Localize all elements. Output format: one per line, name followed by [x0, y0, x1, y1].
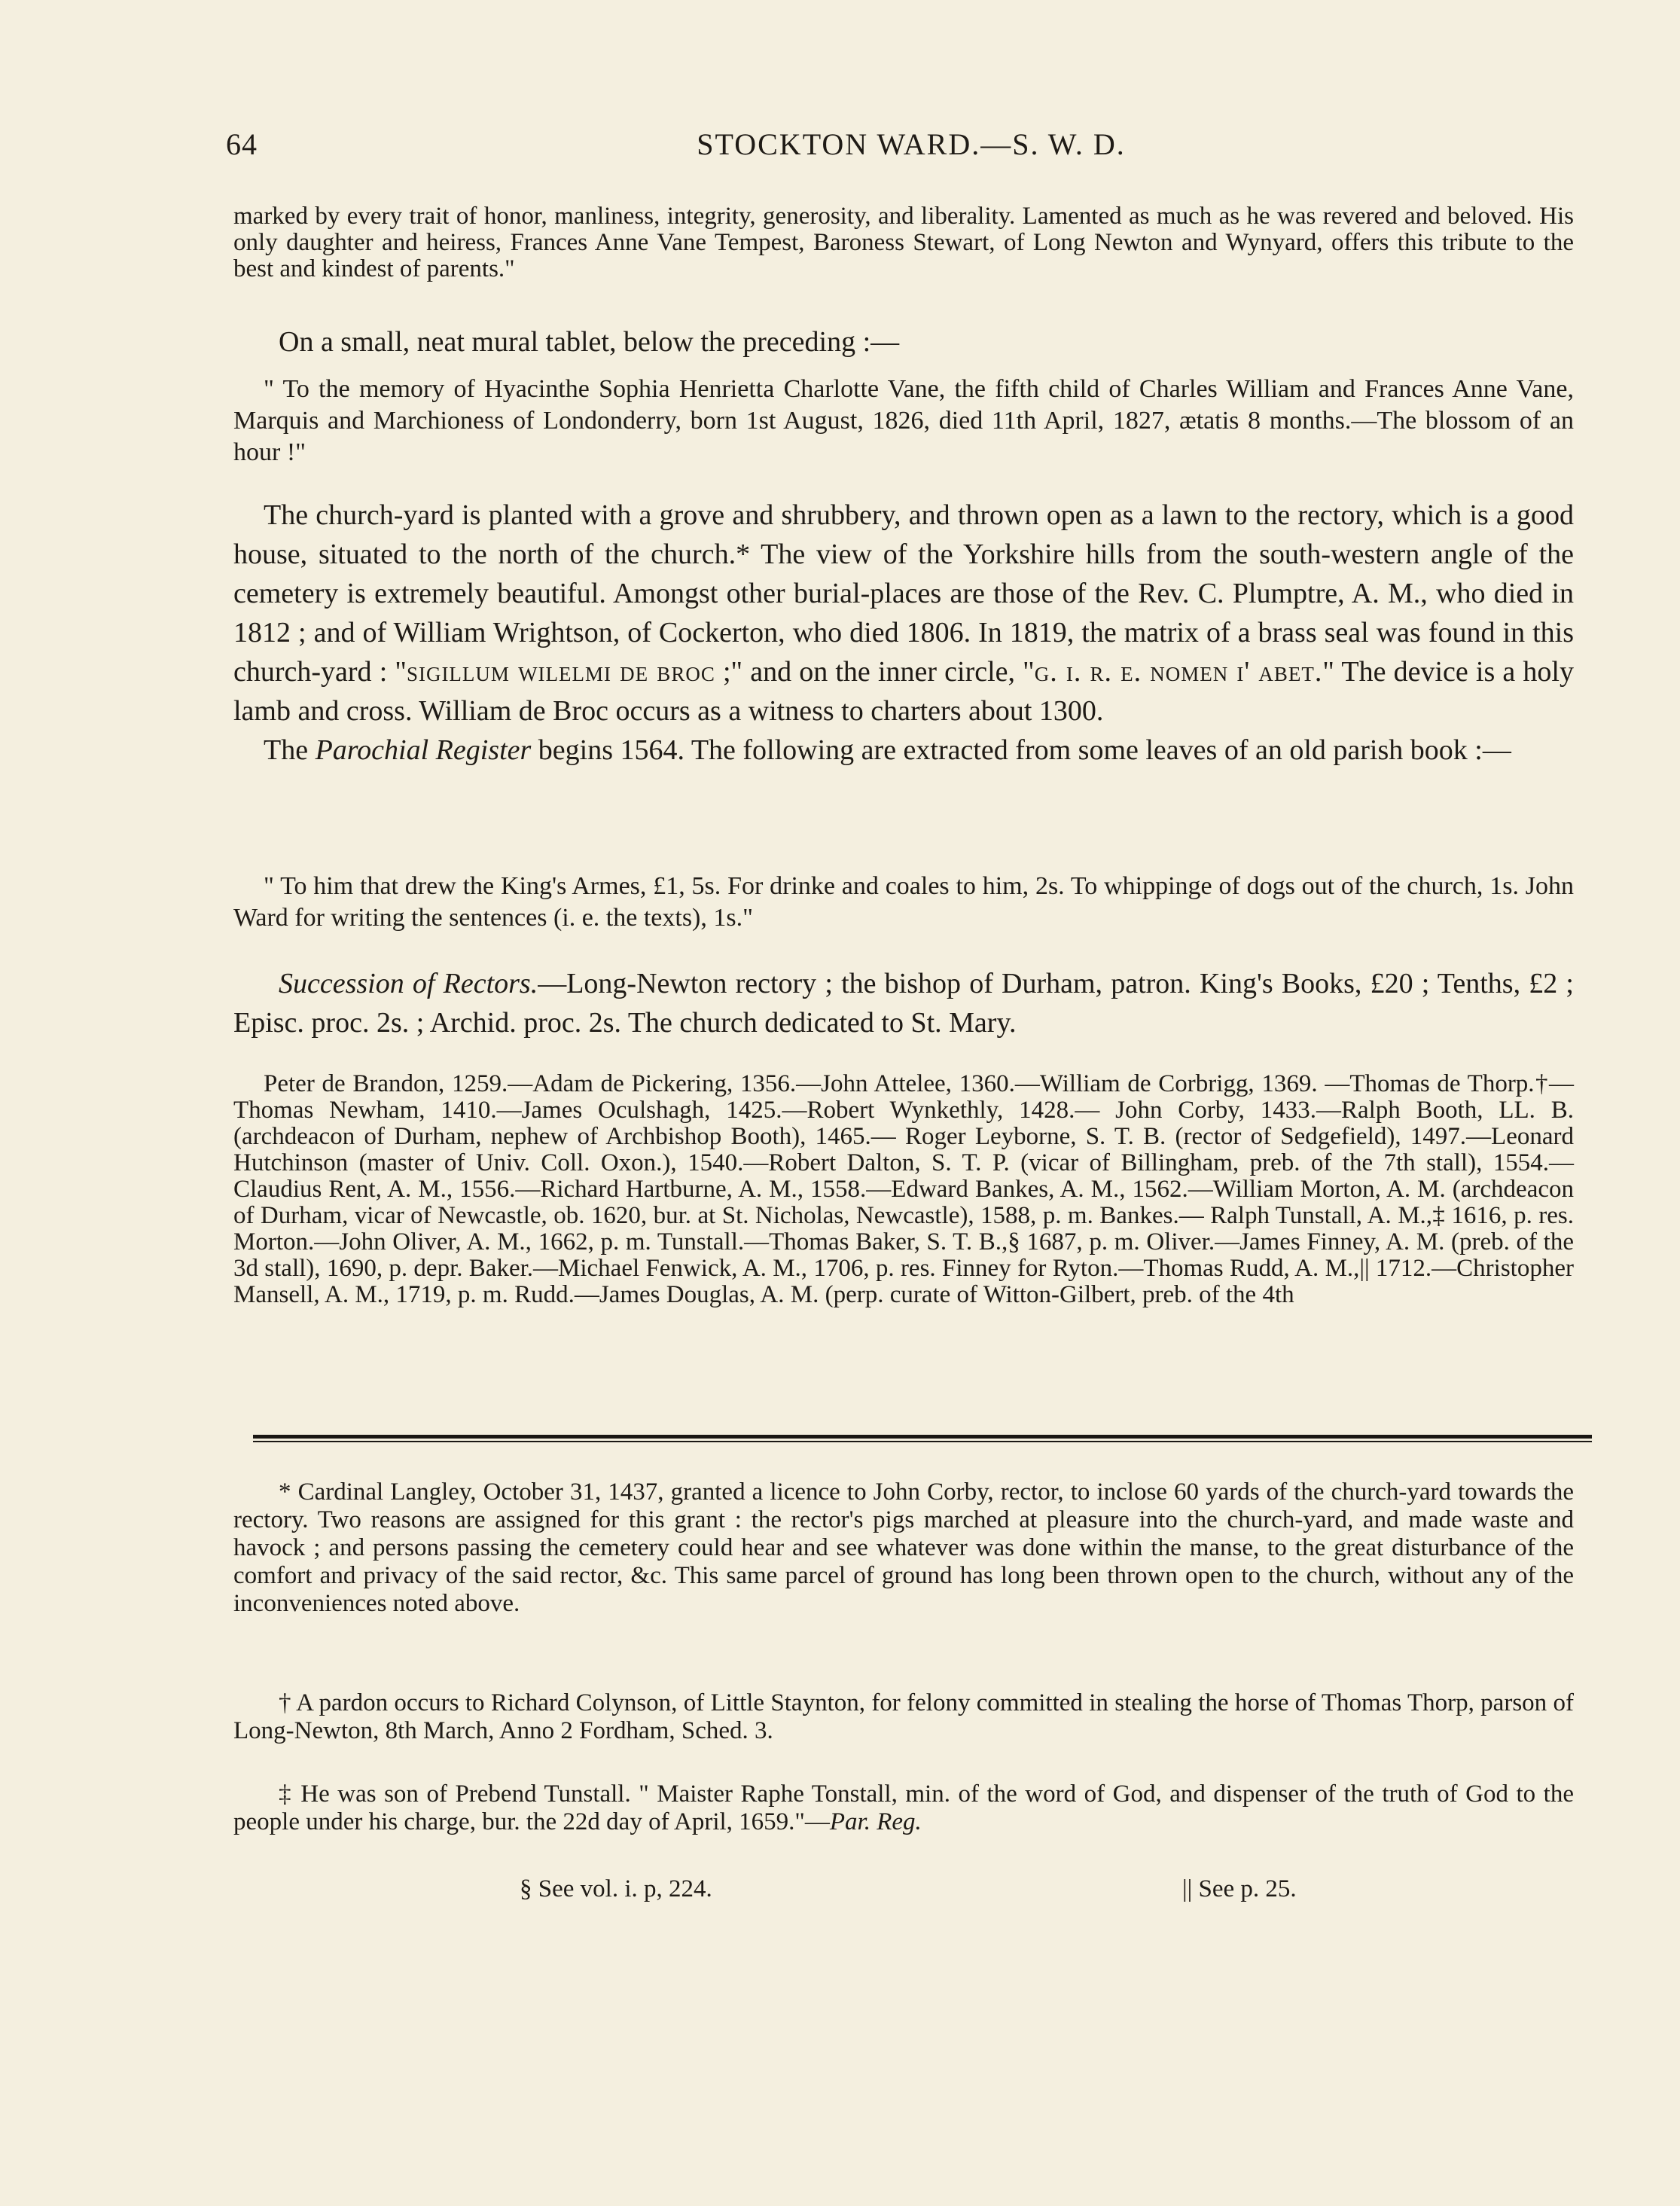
- tablet-intro: [233, 322, 1574, 362]
- footnote-dagger: [233, 1689, 1574, 1745]
- footnote-double-dagger-text: ‡ He was son of Prebend Tunstall. " Maister Raphe Tonstall, min. of the word of God, and dispenser of the truth of God to the people under his charge, bur. the 22d day of April, 1659."—: [233, 1780, 1574, 1835]
- inner-circle-legend: g. i. r. e. nomen i' abet.: [1034, 656, 1323, 688]
- footnote-section: § See vol. i. p, 224.: [520, 1875, 712, 1902]
- footnote-asterisk-text: * Cardinal Langley, October 31, 1437, granted a licence to John Corby, rector, to inclose 60 yards of the church-yard towards the rectory. Two reasons are assigned for this grant : the rector's pigs marched at pleasure into the church-yard, and made waste and havock ; and persons passing the cemetery could hear and see whatever was done within the manse, to the great disturbance of the comfort and privacy of the said rector, &c. This same parcel of ground has long been thrown open to the church, without any of the inconveniences noted above.: [233, 1478, 1574, 1617]
- footnote-rule: [253, 1435, 1592, 1442]
- footnote-double-dagger-source: Par. Reg.: [829, 1808, 922, 1835]
- churchyard-paragraph: [233, 496, 1574, 770]
- running-title: STOCKTON WARD.—S. W. D.: [697, 127, 1126, 161]
- footnote-dagger-text: † A pardon occurs to Richard Colynson, of Little Staynton, for felony committed in stealing the horse of Thomas Thorp, parson of Long-Newton, 8th March, Anno 2 Fordham, Sched. 3.: [233, 1689, 1574, 1744]
- footnote-parallel: || See p. 25.: [1182, 1875, 1297, 1902]
- footnote-references: [520, 1875, 1355, 1905]
- succession-title: Succession of Rectors.: [279, 968, 538, 999]
- tablet-inscription-text: " To the memory of Hyacinthe Sophia Henrietta Charlotte Vane, the fifth child of Charles William and Frances Anne Vane, Marquis and Marchioness of Londonderry, born 1st August, 1826, died 11th April, 1827, ætatis 8 months.—The blossom of an hour !": [233, 375, 1574, 466]
- register-extract: [233, 871, 1574, 934]
- register-paragraph: [233, 731, 1574, 770]
- footnote-double-dagger: [233, 1780, 1574, 1836]
- register-title: Parochial Register: [315, 734, 532, 766]
- churchyard-text-b: ;" and on the inner circle, ": [715, 656, 1035, 688]
- inscription-end: [233, 203, 1574, 282]
- churchyard-text-a: The church-yard is planted with a grove and shrubbery, and thrown open as a lawn to the rectory, which is a good house, situated to the north of the church.* The view of the Yorkshire hills from the south-western angle of the cemetery is extremely beautiful. Amongst other burial-places are those of the Rev. C. Plumptre, A. M., who died in 1812 ; and of William Wrightson, of Cockerton, who died 1806. In 1819, the matrix of a brass seal was found in this church-yard : ": [233, 499, 1574, 688]
- succession-paragraph: [233, 964, 1574, 1042]
- seal-legend: sigillum wilelmi de broc: [406, 656, 715, 688]
- inscription-end-text: marked by every trait of honor, manliness, integrity, generosity, and liberality. Lamented as much as he was revered and beloved. His only daughter and heiress, Frances Anne Vane Tempest, Baroness Stewart, of Long Newton and Wynyard, offers this tribute to the best and kindest of parents.": [233, 203, 1574, 282]
- succession-text: —Long-Newton rectory ; the bishop of Durham, patron. King's Books, £20 ; Tenths, £2 ; Episc. proc. 2s. ; Archid. proc. 2s. The church dedicated to St. Mary.: [233, 968, 1574, 1039]
- tablet-inscription: [233, 374, 1574, 468]
- churchyard-text-c: " The device is a holy lamb and cross. William de Broc occurs as a witness to charters about 1300.: [233, 656, 1574, 727]
- register-extract-text: " To him that drew the King's Armes, £1, 5s. For drinke and coales to him, 2s. To whippinge of dogs out of the church, 1s. John Ward for writing the sentences (i. e. the texts), 1s.": [233, 872, 1574, 932]
- rectors-list: [233, 1071, 1574, 1308]
- page-header: [226, 127, 1596, 172]
- page-number: 64: [226, 127, 258, 161]
- footnote-asterisk: [233, 1478, 1574, 1618]
- register-text: begins 1564. The following are extracted from some leaves of an old parish book :—: [531, 734, 1511, 766]
- rectors-text: Peter de Brandon, 1259.—Adam de Pickering, 1356.—John Attelee, 1360.—William de Corbrigg, 1369. —Thomas de Thorp.†—Thomas Newham, 1410.—James Oculshagh, 1425.—Robert Wynkethly, 1428.— John Corby, 1433.—Ralph Booth, LL. B. (archdeacon of Durham, nephew of Archbishop Booth), 1465.— Roger Leyborne, S. T. B. (rector of Sedgefield), 1497.—Leonard Hutchinson (master of Univ. Coll. Oxon.), 1540.—Robert Dalton, S. T. P. (vicar of Billingham, preb. of the 7th stall), 1554.—Claudius Rent, A. M., 1556.—Richard Hartburne, A. M., 1558.—Edward Bankes, A. M., 1562.—William Morton, A. M. (archdeacon of Durham, vicar of Newcastle, ob. 1620, bur. at St. Nicholas, Newcastle), 1588, p. m. Bankes.— Ralph Tunstall, A. M.,‡ 1616, p. res. Morton.—John Oliver, A. M., 1662, p. m. Tunstall.—Thomas Baker, S. T. B.,§ 1687, p. m. Oliver.—James Finney, A. M. (preb. of the 3d stall), 1690, p. depr. Baker.—Michael Fenwick, A. M., 1706, p. res. Finney for Ryton.—Thomas Rudd, A. M.,|| 1712.—Christopher Mansell, A. M., 1719, p. m. Rudd.—James Douglas, A. M. (perp. curate of Witton-Gilbert, preb. of the 4th: [233, 1070, 1574, 1308]
- tablet-intro-text: On a small, neat mural tablet, below the preceding :—: [279, 326, 900, 358]
- register-lead: The: [264, 734, 316, 766]
